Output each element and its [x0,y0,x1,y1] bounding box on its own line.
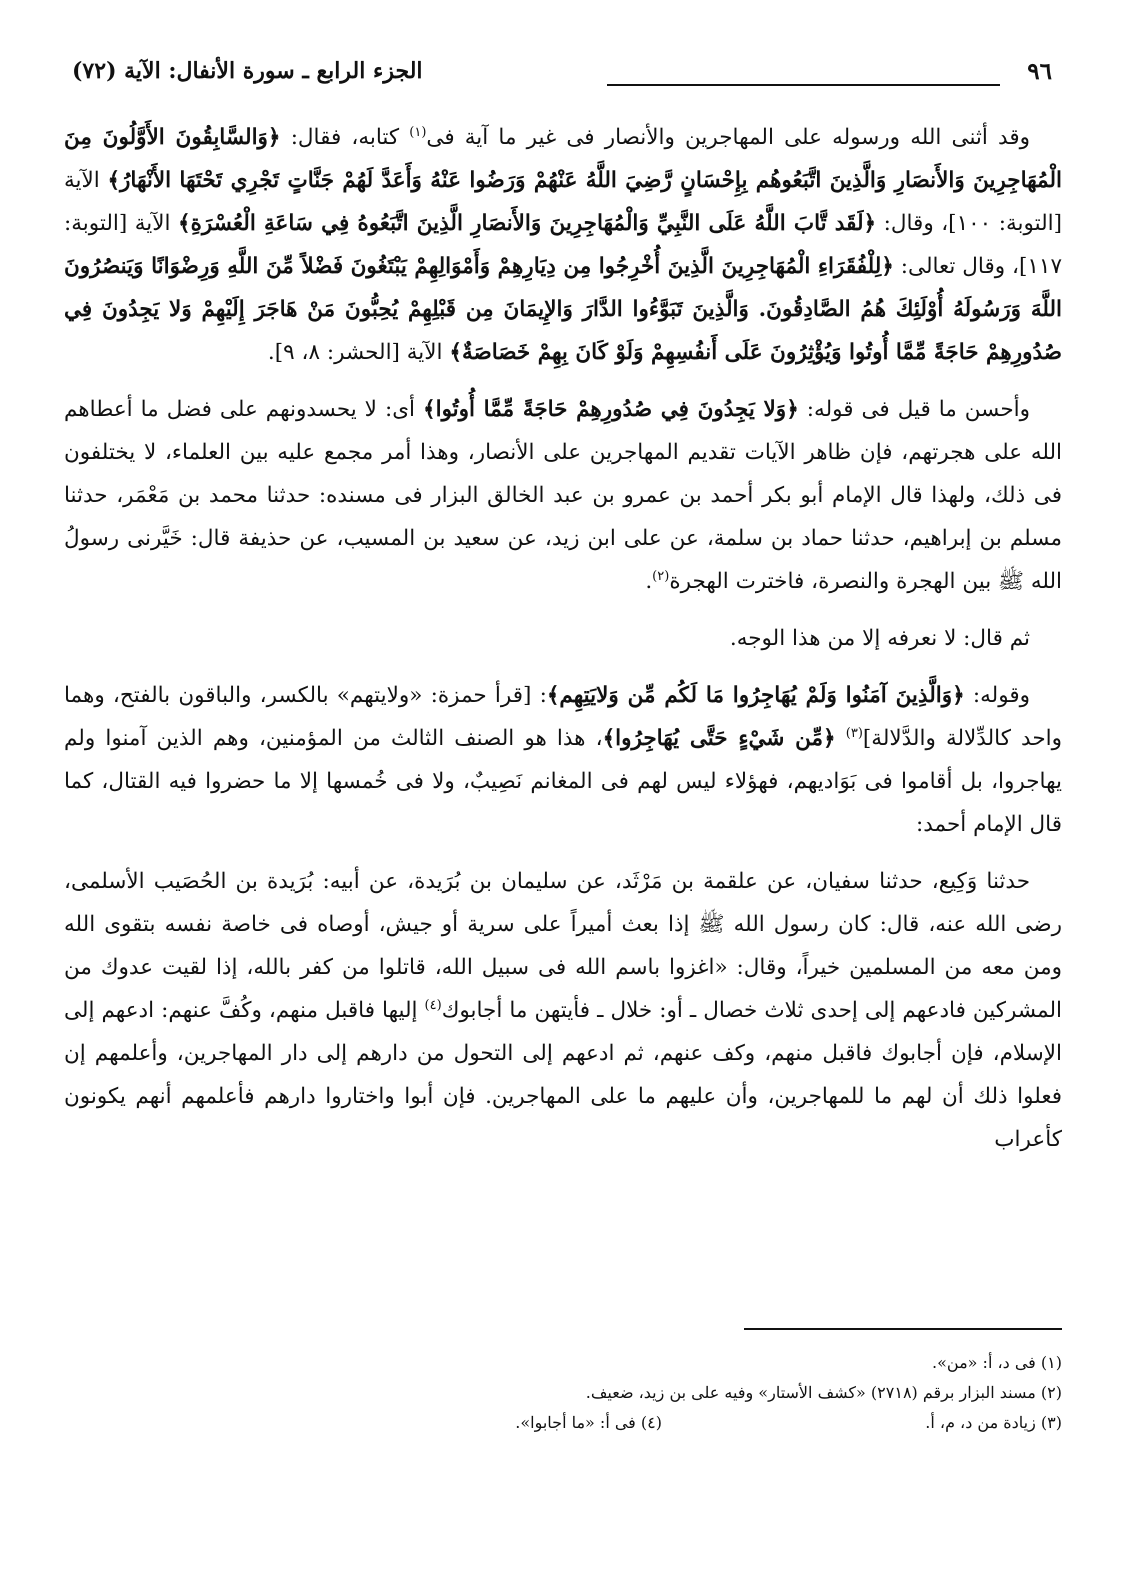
footnote-ref: (٣) [845,725,863,741]
text-run: كتابه، فقال: [280,125,410,150]
text-run: وأحسن ما قيل فى قوله: [798,397,1031,422]
quran-quote: ﴿لَقَد تَّابَ اللَّهُ عَلَى النَّبِيِّ وَالْمُهَاجِرِينَ وَالأَنصَارِ الَّذِينَ اتَّبَعُوهُ فِي سَاعَةِ الْعُسْرَةِ﴾ [178,211,877,236]
footnote-ref: (٢) [652,568,670,584]
footnote-1: (١) فى د، أ: «من». [932,1353,1062,1372]
quran-quote: ﴿لِلْفُقَرَاءِ الْمُهَاجِرِينَ الَّذِينَ أُخْرِجُوا مِن دِيَارِهِمْ وَأَمْوَالِهِمْ يَبْتَغُونَ فَضْلاً مِّنَ اللَّهِ وَرِضْوَانًا وَيَنصُرُونَ اللَّهَ وَرَسُولَهُ أُوْلَئِكَ هُمُ الصَّادِقُونَ. وَالَّذِينَ تَبَوَّءُوا الدَّارَ وَالإِيمَانَ مِن قَبْلِهِمْ يُحِبُّونَ مَنْ هَاجَرَ إِلَيْهِمْ وَلا يَجِدُونَ فِي صُدُورِهِمْ حَاجَةً مِّمَّا أُوتُوا وَيُؤْثِرُونَ عَلَى أَنفُسِهِمْ وَلَوْ كَانَ بِهِمْ خَصَاصَةٌ﴾ [64,254,1062,365]
footnote-2: (٢) مسند البزار برقم (٢٧١٨) «كشف الأستار» وفيه على بن زيد، ضعيف. [585,1383,1062,1402]
text-run: الآية [الحشر: ٨، ٩]. [267,340,450,365]
footnote-4: (٤) فى أ: «ما أجابوا». [515,1413,662,1432]
paragraph [64,388,1062,603]
text-run: أى: لا يحسدونهم على فضل ما أعطاهم الله على هجرتهم، فإن ظاهر الآيات تقديم المهاجرين على الأنصار، وهذا أمر مجمع عليه بين العلماء، لا يختلفون فى ذلك، ولهذا قال الإمام أبو بكر أحمد بن عمرو بن عبد الخالق البزار فى مسنده: حدثنا محمد بن مَعْمَر، حدثنا مسلم بن إبراهيم، حدثنا حماد بن سلمة، عن على ابن زيد، عن سعيد بن المسيب، عن حذيفة قال: خَيَّرنى رسولُ الله ﷺ بين الهجرة والنصرة، فاخترت الهجرة [64,397,1062,594]
book-page [62,52,1062,1552]
page-header [62,52,1062,92]
text-run: ثم قال: لا نعرفه إلا من هذا الوجه. [729,626,1030,651]
paragraph [64,617,1062,660]
quran-quote: ﴿وَالَّذِينَ آمَنُوا وَلَمْ يُهَاجِرُوا مَا لَكُم مِّن وَلايَتِهِم﴾ [546,683,965,708]
text-run: الآية [التوبة: ١١٧]، وقال تعالى: [64,211,1062,279]
text-run: وقوله: [964,683,1030,708]
text-run: الآية [التوبة: ١٠٠]، وقال: [64,168,1062,236]
text-run: . [645,569,653,594]
page-number: ٩٦ [1027,58,1052,85]
text-run: : [قرأ حمزة: «ولايتهم» بالكسر، والباقون بالفتح، وهما واحد كالدِّلالة والدَّلالة] [64,683,1062,751]
quran-quote: ﴿مِّن شَيْءٍ حَتَّى يُهَاجِرُوا﴾ [602,726,836,751]
footnote-ref: (٤) [424,997,442,1013]
text-run: ، هذا هو الصنف الثالث من المؤمنين، وهم الذين آمنوا ولم يهاجروا، بل أقاموا فى بَوَاديهم، فهؤلاء ليس لهم فى المغانم نَصِيبٌ، ولا فى خُمسها إلا ما حضروا فيه القتال، كما قال الإمام أحمد: [64,726,1062,837]
body-text [64,116,1062,1175]
paragraph [64,116,1062,374]
footnote-3: (٣) زيادة من د، م، أ. [925,1413,1062,1432]
running-title: الجزء الرابع ـ سورة الأنفال: الآية (٧٢) [72,58,423,84]
footnote-ref: (١) [409,124,427,140]
text-run: إليها فاقبل منهم، وكُفَّ عنهم: ادعهم إلى الإسلام، فإن أجابوك فاقبل منهم، وكف عنهم، ثم ادعهم إلى التحول من دارهم إلى دار المهاجرين، وأعلمهم إن فعلوا ذلك أن لهم ما للمهاجرين، وأن عليهم ما على المهاجرين. فإن أبوا واختاروا دارهم فأعلمهم أنهم يكونون كأعراب [64,998,1062,1152]
quran-quote: ﴿وَلا يَجِدُونَ فِي صُدُورِهِمْ حَاجَةً مِّمَّا أُوتُوا﴾ [423,397,799,422]
text-run: حدثنا وَكِيع، حدثنا سفيان، عن علقمة بن مَرْثَد، عن سليمان بن بُرَيدة، عن أبيه: بُرَيدة بن الحُصَيب الأسلمى، رضى الله عنه، قال: كان رسول الله ﷺ إذا بعث أميراً على سرية أو جيش، أوصاه فى خاصة نفسه بتقوى الله ومن معه من المسلمين خيراً، وقال: «اغزوا باسم الله فى سبيل الله، قاتلوا من كفر بالله، إذا لقيت عدوك من المشركين فادعهم إلى إحدى ثلاث خصال ـ أو: خلال ـ فأيتهن ما أجابوك [64,869,1062,1023]
footnote-row [64,1408,1062,1438]
footnotes [64,1348,1062,1438]
text-run: وقد أثنى الله ورسوله على المهاجرين والأنصار فى غير ما آية فى [426,125,1030,150]
quran-quote: ﴿وَالسَّابِقُونَ الأَوَّلُونَ مِنَ الْمُهَاجِرِينَ وَالأَنصَارِ وَالَّذِينَ اتَّبَعُوهُم بِإِحْسَانٍ رَّضِيَ اللَّهُ عَنْهُمْ وَرَضُوا عَنْهُ وَأَعَدَّ لَهُمْ جَنَّاتٍ تَجْرِي تَحْتَهَا الأَنْهَارُ﴾ [64,125,1062,193]
paragraph [64,860,1062,1161]
footnote-rule [744,1328,1062,1330]
text-run [836,726,846,751]
header-rule [607,84,1000,86]
paragraph [64,674,1062,846]
